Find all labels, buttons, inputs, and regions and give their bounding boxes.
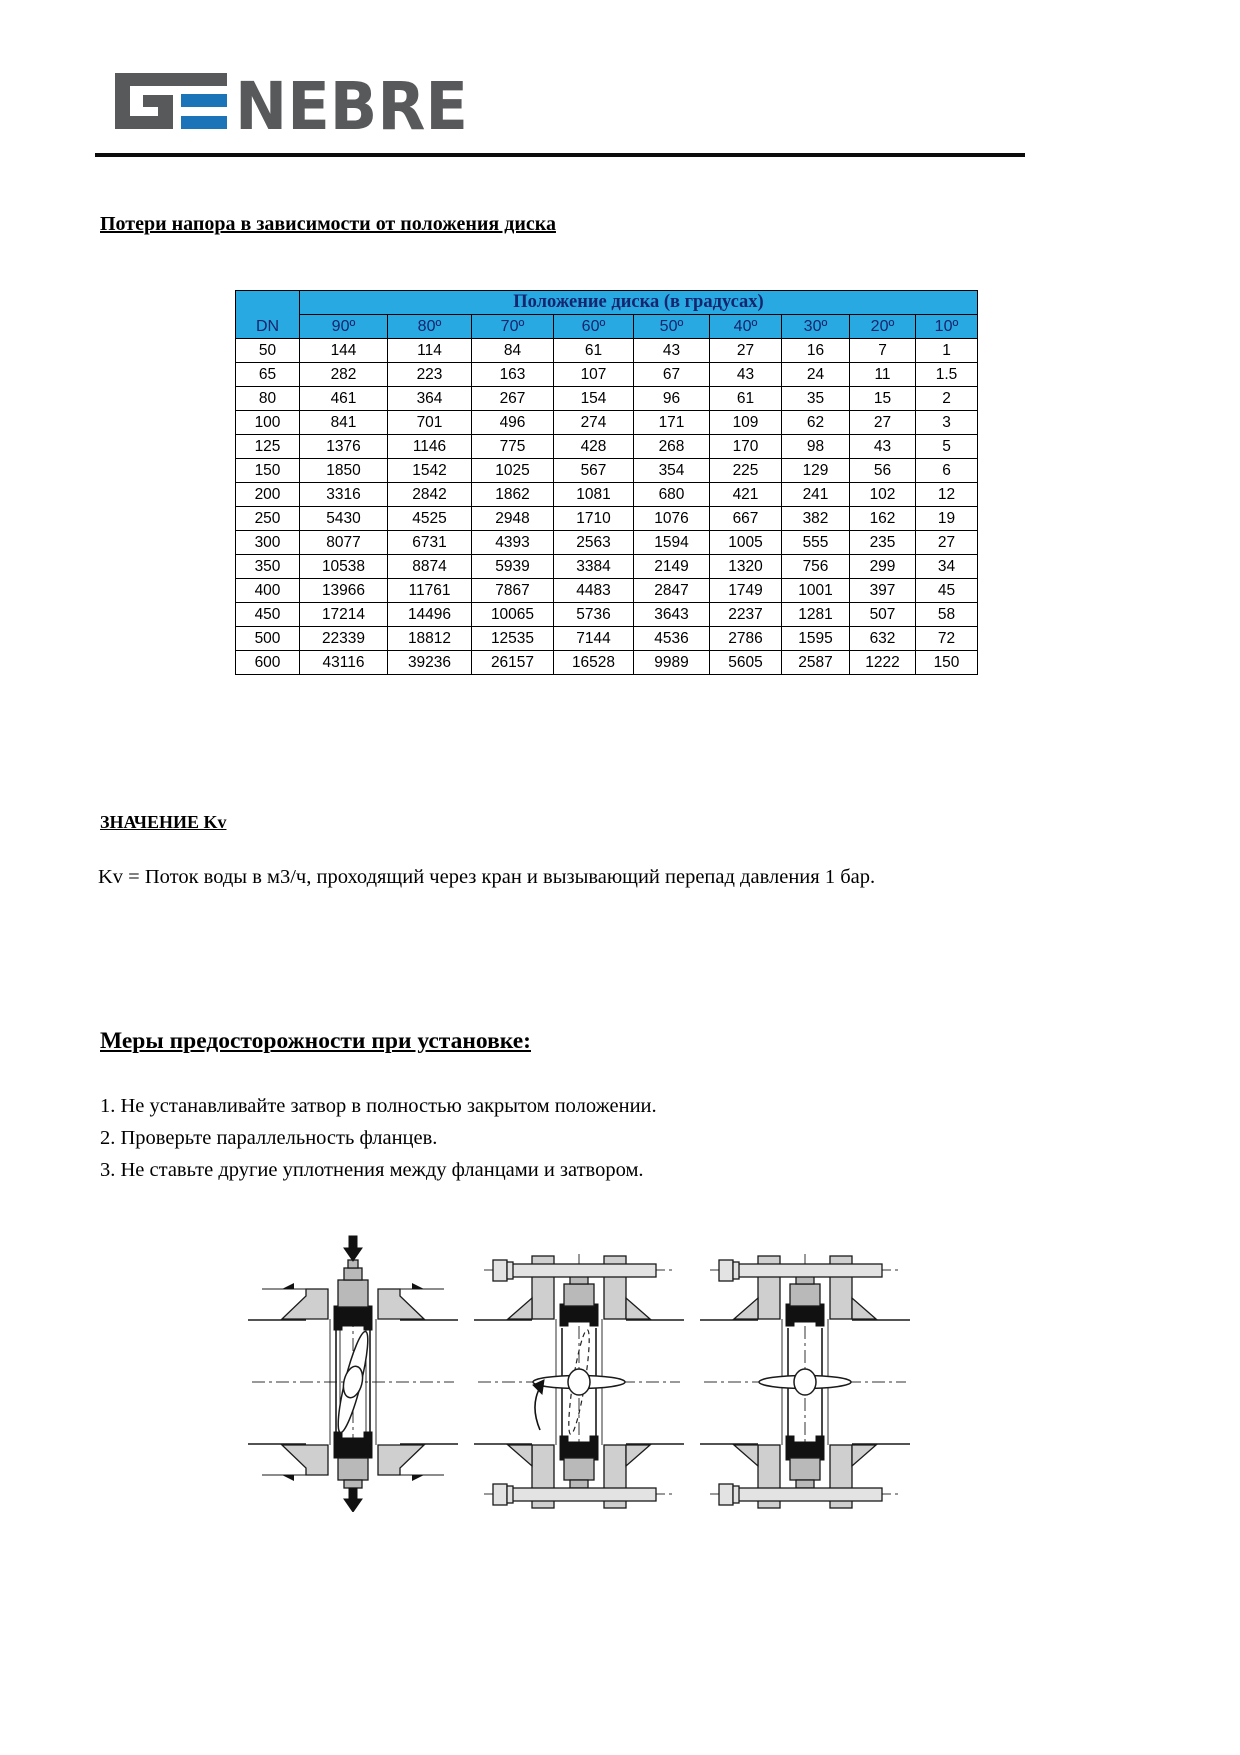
value-cell: 17214	[300, 603, 388, 627]
dn-cell: 125	[236, 435, 300, 459]
angle-header: 30º	[782, 315, 850, 339]
value-cell: 241	[782, 483, 850, 507]
dn-cell: 80	[236, 387, 300, 411]
disc-position-header: Положение диска (в градусах)	[300, 291, 978, 315]
value-cell: 43	[710, 363, 782, 387]
value-cell: 1.5	[916, 363, 978, 387]
value-cell: 35	[782, 387, 850, 411]
value-cell: 5736	[554, 603, 634, 627]
value-cell: 154	[554, 387, 634, 411]
value-cell: 43116	[300, 651, 388, 675]
angle-header: 10º	[916, 315, 978, 339]
value-cell: 27	[710, 339, 782, 363]
kv-title: ЗНАЧЕНИЕ Kv	[100, 812, 227, 832]
value-cell: 61	[710, 387, 782, 411]
value-cell: 170	[710, 435, 782, 459]
value-cell: 841	[300, 411, 388, 435]
value-cell: 2	[916, 387, 978, 411]
value-cell: 12	[916, 483, 978, 507]
head-loss-table-body	[236, 339, 978, 675]
valve-bolting-diagram	[474, 1232, 684, 1512]
value-cell: 1542	[388, 459, 472, 483]
dn-cell: 350	[236, 555, 300, 579]
value-cell: 4483	[554, 579, 634, 603]
value-cell: 2948	[472, 507, 554, 531]
value-cell: 2842	[388, 483, 472, 507]
table-row	[236, 459, 978, 483]
value-cell: 39236	[388, 651, 472, 675]
value-cell: 162	[850, 507, 916, 531]
table-row	[236, 531, 978, 555]
value-cell: 1850	[300, 459, 388, 483]
value-cell: 5430	[300, 507, 388, 531]
precaution-item: 3. Не ставьте другие уплотнения между фланцами и затвором.	[100, 1159, 644, 1181]
value-cell: 7	[850, 339, 916, 363]
angle-header: 20º	[850, 315, 916, 339]
value-cell: 98	[782, 435, 850, 459]
dn-cell: 600	[236, 651, 300, 675]
value-cell: 96	[634, 387, 710, 411]
value-cell: 6	[916, 459, 978, 483]
value-cell: 2847	[634, 579, 710, 603]
value-cell: 150	[916, 651, 978, 675]
value-cell: 67	[634, 363, 710, 387]
angle-header: 70º	[472, 315, 554, 339]
head-loss-title: Потери напора в зависимости от положения диска	[100, 213, 556, 235]
value-cell: 382	[782, 507, 850, 531]
value-cell: 84	[472, 339, 554, 363]
table-row	[236, 579, 978, 603]
value-cell: 1005	[710, 531, 782, 555]
value-cell: 107	[554, 363, 634, 387]
angle-header: 50º	[634, 315, 710, 339]
value-cell: 16	[782, 339, 850, 363]
value-cell: 45	[916, 579, 978, 603]
value-cell: 16528	[554, 651, 634, 675]
value-cell: 56	[850, 459, 916, 483]
table-row	[236, 651, 978, 675]
table-row	[236, 387, 978, 411]
angle-header: 40º	[710, 315, 782, 339]
value-cell: 267	[472, 387, 554, 411]
value-cell: 72	[916, 627, 978, 651]
dn-cell: 300	[236, 531, 300, 555]
installation-diagrams	[248, 1232, 910, 1512]
angle-header: 90º	[300, 315, 388, 339]
value-cell: 61	[554, 339, 634, 363]
through-arrow-down-icon	[344, 1488, 362, 1512]
value-cell: 1025	[472, 459, 554, 483]
logo-text: NEBRE	[235, 68, 468, 134]
value-cell: 7144	[554, 627, 634, 651]
value-cell: 62	[782, 411, 850, 435]
value-cell: 26157	[472, 651, 554, 675]
dn-cell: 150	[236, 459, 300, 483]
value-cell: 4525	[388, 507, 472, 531]
value-cell: 364	[388, 387, 472, 411]
value-cell: 428	[554, 435, 634, 459]
value-cell: 555	[782, 531, 850, 555]
table-row	[236, 339, 978, 363]
value-cell: 5	[916, 435, 978, 459]
value-cell: 1320	[710, 555, 782, 579]
dn-cell: 50	[236, 339, 300, 363]
value-cell: 354	[634, 459, 710, 483]
value-cell: 225	[710, 459, 782, 483]
value-cell: 1376	[300, 435, 388, 459]
value-cell: 34	[916, 555, 978, 579]
value-cell: 2149	[634, 555, 710, 579]
value-cell: 18812	[388, 627, 472, 651]
value-cell: 4536	[634, 627, 710, 651]
value-cell: 10538	[300, 555, 388, 579]
value-cell: 22339	[300, 627, 388, 651]
dn-cell: 100	[236, 411, 300, 435]
value-cell: 7867	[472, 579, 554, 603]
precautions-list	[100, 1090, 657, 1186]
value-cell: 421	[710, 483, 782, 507]
value-cell: 109	[710, 411, 782, 435]
value-cell: 667	[710, 507, 782, 531]
angle-header: 60º	[554, 315, 634, 339]
value-cell: 282	[300, 363, 388, 387]
value-cell: 171	[634, 411, 710, 435]
value-cell: 14496	[388, 603, 472, 627]
rotation-arrow-icon	[533, 1380, 544, 1430]
value-cell: 27	[850, 411, 916, 435]
value-cell: 701	[388, 411, 472, 435]
value-cell: 6731	[388, 531, 472, 555]
value-cell: 1749	[710, 579, 782, 603]
header-divider	[95, 153, 1025, 157]
value-cell: 43	[850, 435, 916, 459]
value-cell: 1001	[782, 579, 850, 603]
value-cell: 43	[634, 339, 710, 363]
precautions-title: Меры предосторожности при установке:	[100, 1028, 531, 1054]
value-cell: 680	[634, 483, 710, 507]
value-cell: 756	[782, 555, 850, 579]
value-cell: 144	[300, 339, 388, 363]
value-cell: 19	[916, 507, 978, 531]
value-cell: 1076	[634, 507, 710, 531]
dn-cell: 500	[236, 627, 300, 651]
value-cell: 3	[916, 411, 978, 435]
value-cell: 15	[850, 387, 916, 411]
angle-header-row	[236, 315, 978, 339]
precaution-item: 2. Проверьте параллельность фланцев.	[100, 1127, 438, 1149]
dn-cell: 65	[236, 363, 300, 387]
table-row	[236, 507, 978, 531]
value-cell: 5605	[710, 651, 782, 675]
table-row	[236, 363, 978, 387]
value-cell: 8874	[388, 555, 472, 579]
dn-cell: 450	[236, 603, 300, 627]
table-row	[236, 555, 978, 579]
value-cell: 274	[554, 411, 634, 435]
value-cell: 268	[634, 435, 710, 459]
table-row	[236, 411, 978, 435]
dn-cell: 200	[236, 483, 300, 507]
value-cell: 2237	[710, 603, 782, 627]
open-disc	[533, 1369, 625, 1395]
value-cell: 129	[782, 459, 850, 483]
value-cell: 223	[388, 363, 472, 387]
open-disc	[759, 1369, 851, 1395]
value-cell: 27	[916, 531, 978, 555]
valve-insertion-diagram	[248, 1232, 458, 1512]
value-cell: 1862	[472, 483, 554, 507]
value-cell: 5939	[472, 555, 554, 579]
value-cell: 24	[782, 363, 850, 387]
value-cell: 3643	[634, 603, 710, 627]
kv-definition: Kv = Поток воды в м3/ч, проходящий через кран и вызывающий перепад давления 1 бар.	[98, 866, 876, 888]
genebre-logo	[113, 68, 473, 134]
value-cell: 397	[850, 579, 916, 603]
value-cell: 11761	[388, 579, 472, 603]
value-cell: 9989	[634, 651, 710, 675]
value-cell: 13966	[300, 579, 388, 603]
dn-cell: 250	[236, 507, 300, 531]
value-cell: 299	[850, 555, 916, 579]
value-cell: 10065	[472, 603, 554, 627]
head-loss-table	[235, 290, 978, 675]
value-cell: 2786	[710, 627, 782, 651]
value-cell: 2563	[554, 531, 634, 555]
value-cell: 102	[850, 483, 916, 507]
value-cell: 11	[850, 363, 916, 387]
table-row	[236, 627, 978, 651]
table-row	[236, 483, 978, 507]
value-cell: 1281	[782, 603, 850, 627]
value-cell: 3316	[300, 483, 388, 507]
value-cell: 58	[916, 603, 978, 627]
value-cell: 1081	[554, 483, 634, 507]
value-cell: 2587	[782, 651, 850, 675]
value-cell: 12535	[472, 627, 554, 651]
value-cell: 507	[850, 603, 916, 627]
value-cell: 1594	[634, 531, 710, 555]
value-cell: 8077	[300, 531, 388, 555]
value-cell: 163	[472, 363, 554, 387]
value-cell: 567	[554, 459, 634, 483]
value-cell: 496	[472, 411, 554, 435]
value-cell: 1595	[782, 627, 850, 651]
value-cell: 775	[472, 435, 554, 459]
value-cell: 1710	[554, 507, 634, 531]
value-cell: 3384	[554, 555, 634, 579]
valve-installed-diagram	[700, 1232, 910, 1512]
dn-cell: 400	[236, 579, 300, 603]
value-cell: 4393	[472, 531, 554, 555]
table-row	[236, 435, 978, 459]
dn-header: DN	[236, 291, 300, 339]
value-cell: 461	[300, 387, 388, 411]
value-cell: 114	[388, 339, 472, 363]
precaution-item: 1. Не устанавливайте затвор в полностью закрытом положении.	[100, 1095, 657, 1117]
value-cell: 1222	[850, 651, 916, 675]
value-cell: 1	[916, 339, 978, 363]
value-cell: 632	[850, 627, 916, 651]
insert-arrow-down-icon	[344, 1236, 362, 1261]
value-cell: 235	[850, 531, 916, 555]
angle-header: 80º	[388, 315, 472, 339]
value-cell: 1146	[388, 435, 472, 459]
logo-e-blue-bars	[181, 94, 227, 129]
table-row	[236, 603, 978, 627]
